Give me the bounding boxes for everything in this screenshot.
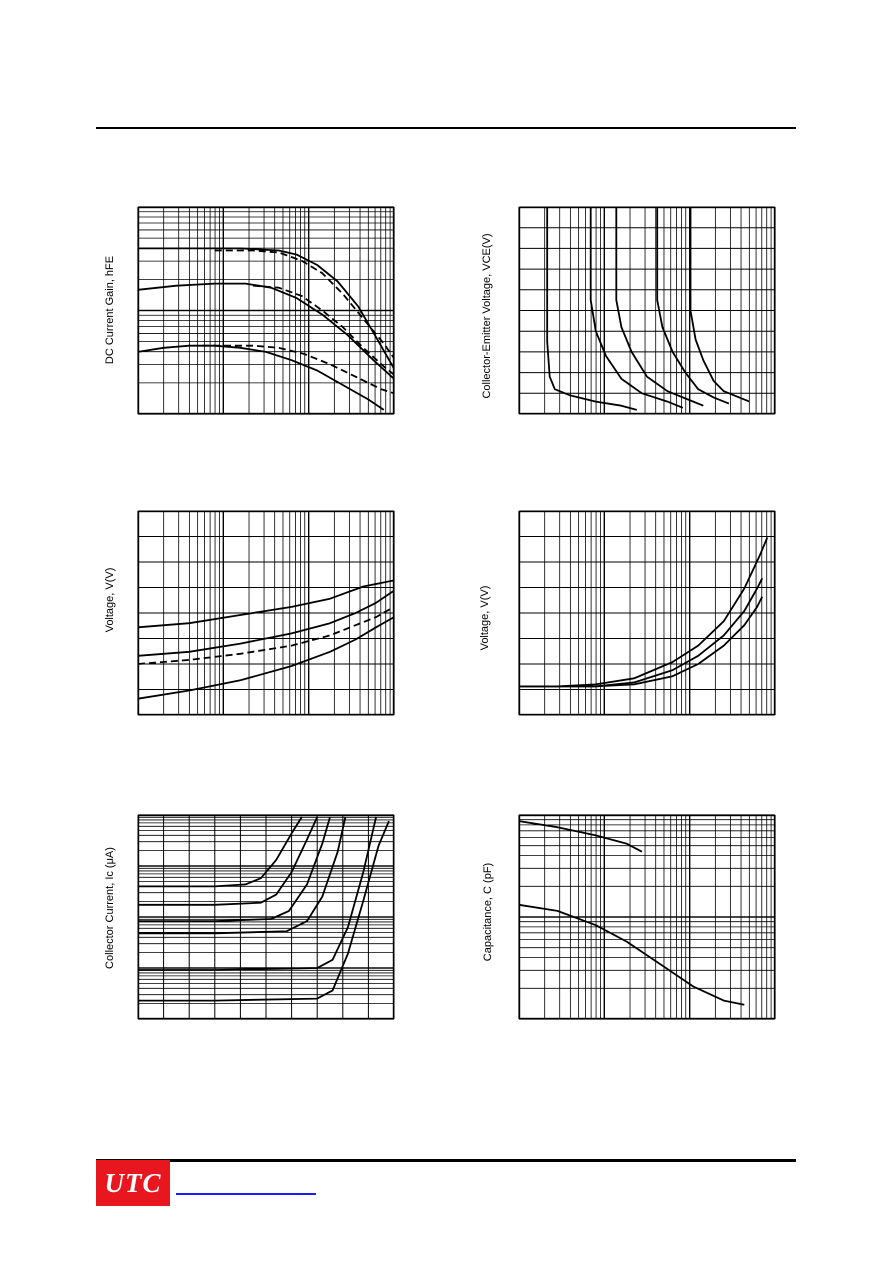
website-link-underline[interactable] [176, 1193, 316, 1195]
curve-6 [138, 821, 389, 1001]
ylabel-voltage-1: Voltage, V(V) [104, 567, 116, 633]
ylabel-collector-current: Collector Current, Ic (μA) [104, 847, 116, 969]
chart-collector-emitter-voltage [519, 207, 775, 414]
curve-4 [138, 817, 345, 933]
curve-2 [519, 578, 762, 686]
curve-1 [519, 821, 642, 852]
grid-lines [138, 815, 394, 1019]
footer-rule [96, 1159, 796, 1162]
header-rule [96, 127, 796, 129]
grid-lines [519, 511, 775, 715]
ylabel-capacitance: Capacitance, C (pF) [482, 862, 494, 962]
chart-saturation-voltage-1 [138, 511, 394, 715]
ylabel-dc-current-gain: DC Current Gain, hFE [104, 255, 116, 365]
utc-logo [96, 1160, 170, 1206]
curve-3 [519, 597, 762, 687]
chart-saturation-voltage-2 [519, 511, 775, 715]
grid-lines [519, 207, 775, 414]
curve-2 [138, 591, 394, 656]
curve-4 [657, 207, 729, 404]
curve-2 [519, 905, 744, 1005]
chart-capacitance [519, 815, 775, 1019]
curve-4 [138, 617, 394, 699]
grid-lines [519, 815, 775, 1019]
logo-text: UTC [104, 1167, 162, 1198]
curve-1 [138, 817, 302, 886]
chart-dc-current-gain [138, 207, 394, 414]
grid-lines [138, 207, 394, 414]
curve-5 [138, 346, 384, 410]
curve-3 [138, 607, 394, 664]
ylabel-voltage-2: Voltage, V(V) [479, 585, 491, 651]
ylabel-collector-emitter-voltage: Collector-Emitter Voltage, VCE(V) [481, 233, 493, 399]
chart-collector-current [138, 815, 394, 1019]
